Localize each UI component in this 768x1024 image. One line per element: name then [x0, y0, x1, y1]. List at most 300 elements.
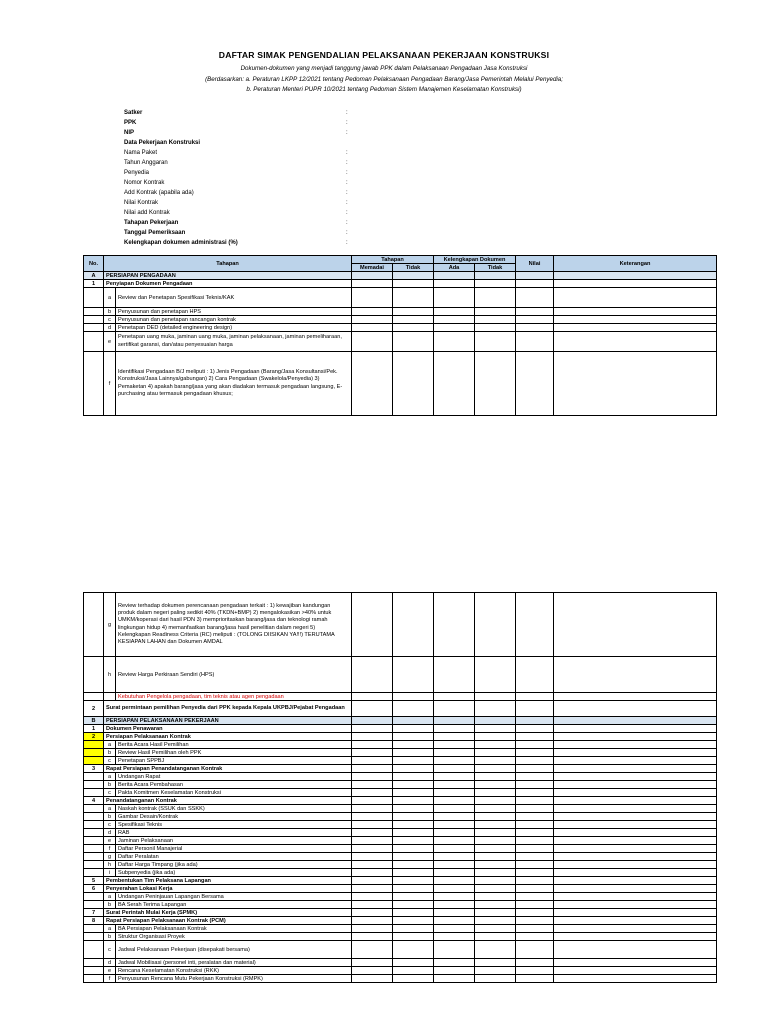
- keterangan-cell[interactable]: [554, 821, 717, 829]
- row-text: Penyusunan dan penetapan HPS: [116, 308, 352, 316]
- keterangan-cell[interactable]: [554, 925, 717, 933]
- nilai-cell[interactable]: [516, 933, 554, 941]
- tidak2-cell[interactable]: [475, 925, 516, 933]
- tidak-cell[interactable]: [393, 925, 434, 933]
- nilai-cell[interactable]: [516, 877, 554, 885]
- tidak-cell[interactable]: [393, 765, 434, 773]
- keterangan-cell[interactable]: [554, 941, 717, 959]
- keterangan-cell[interactable]: [554, 765, 717, 773]
- row-number: 2: [84, 733, 104, 741]
- keterangan-cell[interactable]: [554, 593, 717, 657]
- keterangan-cell[interactable]: [554, 967, 717, 975]
- nilai-cell[interactable]: [516, 733, 554, 741]
- tidak-cell[interactable]: [393, 272, 434, 280]
- keterangan-cell[interactable]: [554, 757, 717, 765]
- nilai-cell[interactable]: [516, 757, 554, 765]
- keterangan-cell[interactable]: [554, 853, 717, 861]
- tidak-cell[interactable]: [393, 893, 434, 901]
- nilai-cell[interactable]: [516, 332, 554, 352]
- keterangan-cell[interactable]: [554, 813, 717, 821]
- nilai-cell[interactable]: [516, 845, 554, 853]
- nilai-cell[interactable]: [516, 853, 554, 861]
- nilai-cell[interactable]: [516, 829, 554, 837]
- nilai-cell[interactable]: [516, 893, 554, 901]
- tidak-cell[interactable]: [393, 909, 434, 917]
- ada-cell[interactable]: [434, 837, 475, 845]
- table-row: [84, 757, 717, 765]
- keterangan-cell[interactable]: [554, 877, 717, 885]
- row-text: Undangan Rapat: [116, 773, 352, 781]
- ada-cell[interactable]: [434, 773, 475, 781]
- nilai-cell[interactable]: [516, 701, 554, 717]
- keterangan-cell[interactable]: [554, 693, 717, 701]
- nilai-cell[interactable]: [516, 765, 554, 773]
- tidak2-cell[interactable]: [475, 741, 516, 749]
- tidak-cell[interactable]: [393, 869, 434, 877]
- tidak-cell[interactable]: [393, 717, 434, 725]
- keterangan-cell[interactable]: [554, 332, 717, 352]
- tidak2-cell[interactable]: [475, 797, 516, 805]
- row-text: Penyiapan Dokumen Pengadaan: [104, 280, 352, 288]
- tidak2-cell[interactable]: [475, 657, 516, 693]
- row-text: Penyusunan Rencana Mutu Pekerjaan Konstruksi (RMPK): [116, 975, 352, 983]
- tidak-cell[interactable]: [393, 593, 434, 657]
- keterangan-cell[interactable]: [554, 717, 717, 725]
- tidak2-cell[interactable]: [475, 837, 516, 845]
- nilai-cell[interactable]: [516, 272, 554, 280]
- tidak-cell[interactable]: [393, 877, 434, 885]
- info-row: [124, 148, 364, 158]
- memadai-cell[interactable]: [352, 272, 393, 280]
- memadai-cell[interactable]: [352, 959, 393, 967]
- ada-cell[interactable]: [434, 909, 475, 917]
- tidak2-cell[interactable]: [475, 869, 516, 877]
- keterangan-cell[interactable]: [554, 789, 717, 797]
- memadai-cell[interactable]: [352, 829, 393, 837]
- tidak-cell[interactable]: [393, 959, 434, 967]
- memadai-cell[interactable]: [352, 693, 393, 701]
- tidak2-cell[interactable]: [475, 316, 516, 324]
- memadai-cell[interactable]: [352, 941, 393, 959]
- ada-cell[interactable]: [434, 781, 475, 789]
- ada-cell[interactable]: [434, 657, 475, 693]
- ada-cell[interactable]: [434, 717, 475, 725]
- tidak-cell[interactable]: [393, 885, 434, 893]
- keterangan-cell[interactable]: [554, 805, 717, 813]
- nilai-cell[interactable]: [516, 593, 554, 657]
- memadai-cell[interactable]: [352, 869, 393, 877]
- memadai-cell[interactable]: [352, 593, 393, 657]
- memadai-cell[interactable]: [352, 332, 393, 352]
- row-number: [84, 749, 104, 757]
- nilai-cell[interactable]: [516, 941, 554, 959]
- row-text: Jaminan Pelaksanaan: [116, 837, 352, 845]
- memadai-cell[interactable]: [352, 725, 393, 733]
- ada-cell[interactable]: [434, 789, 475, 797]
- tidak-cell[interactable]: [393, 725, 434, 733]
- keterangan-cell[interactable]: [554, 324, 717, 332]
- tidak-cell[interactable]: [393, 853, 434, 861]
- tidak2-cell[interactable]: [475, 749, 516, 757]
- nilai-cell[interactable]: [516, 861, 554, 869]
- tidak-cell[interactable]: [393, 901, 434, 909]
- tidak2-cell[interactable]: [475, 725, 516, 733]
- nilai-cell[interactable]: [516, 975, 554, 983]
- info-row: [124, 158, 364, 168]
- nilai-cell[interactable]: [516, 967, 554, 975]
- tidak2-cell[interactable]: [475, 941, 516, 959]
- keterangan-cell[interactable]: [554, 933, 717, 941]
- tidak-cell[interactable]: [393, 781, 434, 789]
- memadai-cell[interactable]: [352, 967, 393, 975]
- keterangan-cell[interactable]: [554, 352, 717, 416]
- ada-cell[interactable]: [434, 316, 475, 324]
- ada-cell[interactable]: [434, 975, 475, 983]
- keterangan-cell[interactable]: [554, 288, 717, 308]
- memadai-cell[interactable]: [352, 837, 393, 845]
- ada-cell[interactable]: [434, 869, 475, 877]
- tidak-cell[interactable]: [393, 288, 434, 308]
- tidak2-cell[interactable]: [475, 773, 516, 781]
- memadai-cell[interactable]: [352, 909, 393, 917]
- memadai-cell[interactable]: [352, 845, 393, 853]
- keterangan-cell[interactable]: [554, 845, 717, 853]
- nilai-cell[interactable]: [516, 280, 554, 288]
- ada-cell[interactable]: [434, 805, 475, 813]
- nilai-cell[interactable]: [516, 725, 554, 733]
- tidak-cell[interactable]: [393, 324, 434, 332]
- table-row: [84, 975, 717, 983]
- row-number: [84, 837, 104, 845]
- tidak-cell[interactable]: [393, 701, 434, 717]
- nilai-cell[interactable]: [516, 869, 554, 877]
- memadai-cell[interactable]: [352, 877, 393, 885]
- tidak-cell[interactable]: [393, 837, 434, 845]
- row-sub-letter: b: [104, 308, 116, 316]
- keterangan-cell[interactable]: [554, 861, 717, 869]
- ada-cell[interactable]: [434, 877, 475, 885]
- tidak-cell[interactable]: [393, 917, 434, 925]
- row-number: [84, 941, 104, 959]
- tidak2-cell[interactable]: [475, 917, 516, 925]
- ada-cell[interactable]: [434, 813, 475, 821]
- ada-cell[interactable]: [434, 749, 475, 757]
- tidak-cell[interactable]: [393, 757, 434, 765]
- memadai-cell[interactable]: [352, 352, 393, 416]
- tidak-cell[interactable]: [393, 733, 434, 741]
- info-label: Satker: [124, 110, 143, 116]
- row-number: [84, 813, 104, 821]
- tidak2-cell[interactable]: [475, 829, 516, 837]
- tidak2-cell[interactable]: [475, 717, 516, 725]
- ada-cell[interactable]: [434, 893, 475, 901]
- nilai-cell[interactable]: [516, 773, 554, 781]
- memadai-cell[interactable]: [352, 757, 393, 765]
- info-label: Tahapan Pekerjaan: [124, 220, 179, 226]
- ada-cell[interactable]: [434, 941, 475, 959]
- ada-cell[interactable]: [434, 917, 475, 925]
- tidak-cell[interactable]: [393, 797, 434, 805]
- keterangan-cell[interactable]: [554, 829, 717, 837]
- ada-cell[interactable]: [434, 288, 475, 308]
- tidak2-cell[interactable]: [475, 967, 516, 975]
- memadai-cell[interactable]: [352, 288, 393, 308]
- legal-basis-a: (Berdasarkan: a. Peraturan LKPP 12/2021 tentang Pedoman Pelaksanaan Pengadaan Barang/Jasa Pemerintah Melalui Penyedia;: [205, 76, 563, 83]
- keterangan-cell[interactable]: [554, 893, 717, 901]
- tidak2-cell[interactable]: [475, 272, 516, 280]
- keterangan-cell[interactable]: [554, 701, 717, 717]
- nilai-cell[interactable]: [516, 693, 554, 701]
- tidak2-cell[interactable]: [475, 733, 516, 741]
- tidak2-cell[interactable]: [475, 861, 516, 869]
- tidak2-cell[interactable]: [475, 853, 516, 861]
- ada-cell[interactable]: [434, 885, 475, 893]
- nilai-cell[interactable]: [516, 901, 554, 909]
- table-row: [84, 893, 717, 901]
- memadai-cell[interactable]: [352, 789, 393, 797]
- tidak-cell[interactable]: [393, 933, 434, 941]
- keterangan-cell[interactable]: [554, 308, 717, 316]
- keterangan-cell[interactable]: [554, 749, 717, 757]
- tidak-cell[interactable]: [393, 657, 434, 693]
- keterangan-cell[interactable]: [554, 272, 717, 280]
- keterangan-cell[interactable]: [554, 741, 717, 749]
- row-sub-letter: h: [104, 657, 116, 693]
- row-text: Undangan Peninjauan Lapangan Bersama: [116, 893, 352, 901]
- tidak-cell[interactable]: [393, 308, 434, 316]
- ada-cell[interactable]: [434, 925, 475, 933]
- tidak2-cell[interactable]: [475, 308, 516, 316]
- row-number: [84, 324, 104, 332]
- tidak2-cell[interactable]: [475, 352, 516, 416]
- nilai-cell[interactable]: [516, 749, 554, 757]
- nilai-cell[interactable]: [516, 308, 554, 316]
- nilai-cell[interactable]: [516, 717, 554, 725]
- ada-cell[interactable]: [434, 853, 475, 861]
- ada-cell[interactable]: [434, 757, 475, 765]
- memadai-cell[interactable]: [352, 308, 393, 316]
- tidak2-cell[interactable]: [475, 288, 516, 308]
- keterangan-cell[interactable]: [554, 280, 717, 288]
- ada-cell[interactable]: [434, 829, 475, 837]
- table-row: [84, 925, 717, 933]
- tidak2-cell[interactable]: [475, 757, 516, 765]
- memadai-cell[interactable]: [352, 853, 393, 861]
- ada-cell[interactable]: [434, 741, 475, 749]
- tidak2-cell[interactable]: [475, 280, 516, 288]
- tidak2-cell[interactable]: [475, 959, 516, 967]
- memadai-cell[interactable]: [352, 933, 393, 941]
- row-number: [84, 332, 104, 352]
- tidak2-cell[interactable]: [475, 845, 516, 853]
- nilai-cell[interactable]: [516, 316, 554, 324]
- nilai-cell[interactable]: [516, 789, 554, 797]
- row-text: Jadwal Mobilisasi (personel inti, peralatan dan material): [116, 959, 352, 967]
- ada-cell[interactable]: [434, 959, 475, 967]
- tidak2-cell[interactable]: [475, 789, 516, 797]
- memadai-cell[interactable]: [352, 749, 393, 757]
- nilai-cell[interactable]: [516, 288, 554, 308]
- tidak2-cell[interactable]: [475, 813, 516, 821]
- ada-cell[interactable]: [434, 861, 475, 869]
- ada-cell[interactable]: [434, 733, 475, 741]
- memadai-cell[interactable]: [352, 925, 393, 933]
- memadai-cell[interactable]: [352, 821, 393, 829]
- tidak2-cell[interactable]: [475, 893, 516, 901]
- tidak-cell[interactable]: [393, 829, 434, 837]
- ada-cell[interactable]: [434, 821, 475, 829]
- tidak2-cell[interactable]: [475, 975, 516, 983]
- nilai-cell[interactable]: [516, 805, 554, 813]
- memadai-cell[interactable]: [352, 701, 393, 717]
- tidak-cell[interactable]: [393, 861, 434, 869]
- tidak-cell[interactable]: [393, 813, 434, 821]
- nilai-cell[interactable]: [516, 352, 554, 416]
- row-sub-letter: i: [104, 869, 116, 877]
- keterangan-cell[interactable]: [554, 885, 717, 893]
- nilai-cell[interactable]: [516, 797, 554, 805]
- keterangan-cell[interactable]: [554, 657, 717, 693]
- row-text: Kebutuhan Pengelola pengadaan, tim teknis atau agen pengadaan: [116, 693, 352, 701]
- memadai-cell[interactable]: [352, 861, 393, 869]
- memadai-cell[interactable]: [352, 324, 393, 332]
- info-label: Nilai Kontrak: [124, 200, 159, 206]
- nilai-cell[interactable]: [516, 909, 554, 917]
- tidak-cell[interactable]: [393, 693, 434, 701]
- memadai-cell[interactable]: [352, 797, 393, 805]
- tidak-cell[interactable]: [393, 773, 434, 781]
- ada-cell[interactable]: [434, 701, 475, 717]
- memadai-cell[interactable]: [352, 657, 393, 693]
- ada-cell[interactable]: [434, 693, 475, 701]
- keterangan-cell[interactable]: [554, 975, 717, 983]
- keterangan-cell[interactable]: [554, 316, 717, 324]
- memadai-cell[interactable]: [352, 280, 393, 288]
- tidak-cell[interactable]: [393, 967, 434, 975]
- memadai-cell[interactable]: [352, 781, 393, 789]
- ada-cell[interactable]: [434, 725, 475, 733]
- ada-cell[interactable]: [434, 352, 475, 416]
- tidak2-cell[interactable]: [475, 821, 516, 829]
- memadai-cell[interactable]: [352, 917, 393, 925]
- tidak2-cell[interactable]: [475, 593, 516, 657]
- ada-cell[interactable]: [434, 324, 475, 332]
- keterangan-cell[interactable]: [554, 781, 717, 789]
- keterangan-cell[interactable]: [554, 901, 717, 909]
- tidak-cell[interactable]: [393, 749, 434, 757]
- keterangan-cell[interactable]: [554, 837, 717, 845]
- memadai-cell[interactable]: [352, 901, 393, 909]
- ada-cell[interactable]: [434, 797, 475, 805]
- tidak2-cell[interactable]: [475, 765, 516, 773]
- tidak-cell[interactable]: [393, 332, 434, 352]
- tidak2-cell[interactable]: [475, 885, 516, 893]
- tidak2-cell[interactable]: [475, 332, 516, 352]
- tidak2-cell[interactable]: [475, 877, 516, 885]
- info-colon: :: [346, 180, 348, 186]
- nilai-cell[interactable]: [516, 917, 554, 925]
- info-row: [124, 168, 364, 178]
- tidak-cell[interactable]: [393, 821, 434, 829]
- ada-cell[interactable]: [434, 845, 475, 853]
- memadai-cell[interactable]: [352, 717, 393, 725]
- memadai-cell[interactable]: [352, 885, 393, 893]
- tidak2-cell[interactable]: [475, 324, 516, 332]
- tidak-cell[interactable]: [393, 941, 434, 959]
- memadai-cell[interactable]: [352, 741, 393, 749]
- keterangan-cell[interactable]: [554, 797, 717, 805]
- ada-cell[interactable]: [434, 308, 475, 316]
- memadai-cell[interactable]: [352, 975, 393, 983]
- keterangan-cell[interactable]: [554, 917, 717, 925]
- row-number: 6: [84, 885, 104, 893]
- ada-cell[interactable]: [434, 280, 475, 288]
- ada-cell[interactable]: [434, 272, 475, 280]
- memadai-cell[interactable]: [352, 765, 393, 773]
- keterangan-cell[interactable]: [554, 773, 717, 781]
- memadai-cell[interactable]: [352, 316, 393, 324]
- nilai-cell[interactable]: [516, 925, 554, 933]
- keterangan-cell[interactable]: [554, 909, 717, 917]
- nilai-cell[interactable]: [516, 657, 554, 693]
- tidak2-cell[interactable]: [475, 909, 516, 917]
- ada-cell[interactable]: [434, 901, 475, 909]
- table-row: [84, 749, 717, 757]
- ada-cell[interactable]: [434, 765, 475, 773]
- tidak2-cell[interactable]: [475, 693, 516, 701]
- memadai-cell[interactable]: [352, 773, 393, 781]
- memadai-cell[interactable]: [352, 813, 393, 821]
- tidak2-cell[interactable]: [475, 901, 516, 909]
- keterangan-cell[interactable]: [554, 725, 717, 733]
- tidak2-cell[interactable]: [475, 781, 516, 789]
- nilai-cell[interactable]: [516, 821, 554, 829]
- table-row: [84, 701, 717, 717]
- nilai-cell[interactable]: [516, 959, 554, 967]
- memadai-cell[interactable]: [352, 805, 393, 813]
- tidak-cell[interactable]: [393, 845, 434, 853]
- row-number: [84, 853, 104, 861]
- tidak-cell[interactable]: [393, 805, 434, 813]
- row-text: Review terhadap dokumen perencanaan pengadaan terkait : 1) kewajiban kandungan produk dalam negeri paling sedikit 40% (TKDN+BMP) 2) mengalokasikan >40% untuk UMKM/koperasi dari hasil PDN 3) memprioritaskan barang/jasa dan teknologi ramah lingkungan hidup 4) memanfaatkan barang/jasa hasil penelitian dalam negeri 5) Kelengkapan Readiness Criteria (RC) meliputi : (TOLONG DIISIKAN YA!!!) TERUTAMA KESIAPAN LAHAN dan Dokumen AMDAL: [116, 593, 352, 657]
- ada-cell[interactable]: [434, 332, 475, 352]
- tidak-cell[interactable]: [393, 316, 434, 324]
- tidak2-cell[interactable]: [475, 933, 516, 941]
- nilai-cell[interactable]: [516, 741, 554, 749]
- row-number: [84, 975, 104, 983]
- tidak2-cell[interactable]: [475, 805, 516, 813]
- keterangan-cell[interactable]: [554, 733, 717, 741]
- tidak-cell[interactable]: [393, 975, 434, 983]
- tidak-cell[interactable]: [393, 741, 434, 749]
- tidak2-cell[interactable]: [475, 701, 516, 717]
- keterangan-cell[interactable]: [554, 959, 717, 967]
- nilai-cell[interactable]: [516, 324, 554, 332]
- tidak-cell[interactable]: [393, 352, 434, 416]
- nilai-cell[interactable]: [516, 885, 554, 893]
- nilai-cell[interactable]: [516, 837, 554, 845]
- memadai-cell[interactable]: [352, 893, 393, 901]
- ada-cell[interactable]: [434, 593, 475, 657]
- ada-cell[interactable]: [434, 967, 475, 975]
- tidak-cell[interactable]: [393, 789, 434, 797]
- nilai-cell[interactable]: [516, 813, 554, 821]
- memadai-cell[interactable]: [352, 733, 393, 741]
- nilai-cell[interactable]: [516, 781, 554, 789]
- keterangan-cell[interactable]: [554, 869, 717, 877]
- tidak-cell[interactable]: [393, 280, 434, 288]
- ada-cell[interactable]: [434, 933, 475, 941]
